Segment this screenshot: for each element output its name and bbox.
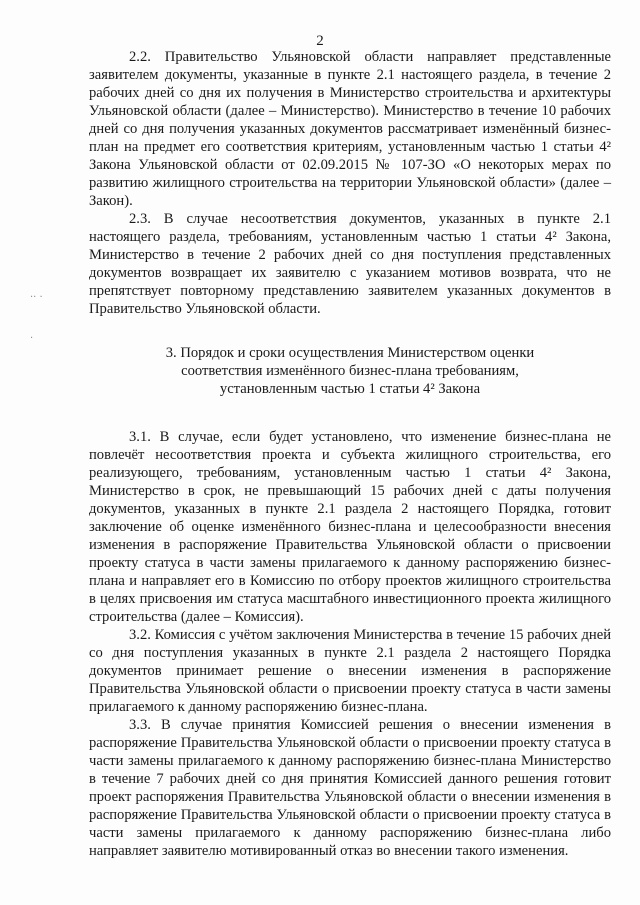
paragraph-3-3: 3.3. В случае принятия Комиссией решения о внесении изменения в распоряжение Правительства Ульяновской области о присвоении проекту статуса в части замены прилагаемого к данному распоряжению бизнес-плана Министерство в течение 7 рабочих дней со дня принятия Комиссией данного решения готовит проект распоряжения Правительства Ульяновской области о внесении изменения в распоряжение Правительства Ульяновской области о присвоении проекту статуса в части замены прилагаемого к данному распоряжению бизнес-плана либо направляет заявителю мотивированный отказ во внесении такого изменения. [89, 717, 611, 859]
scan-margin-mark: ·· · [30, 292, 43, 303]
section-3-title [89, 344, 611, 398]
section-title-line-1: 3. Порядок и сроки осуществления Министерством оценки [165, 345, 535, 361]
paragraph-2-2: 2.2. Правительство Ульяновской области направляет представленные заявителем документы, указанные в пункте 2.1 настоящего раздела, в течение 2 рабочих дней со дня их получения в Министерство строительства и архитектуры Ульяновской области (далее – Министерство). Министерство в течение 10 рабочих дней со дня получения указанных документов рассматривает изменённый бизнес-план на предмет его соответствия критериям, установленным частью 1 статьи 4² Закона Ульяновской области от 02.09.2015 № 107-ЗО «О некоторых мерах по развитию жилищного строительства на территории Ульяновской области» (далее – Закон). [89, 49, 611, 209]
document-body [89, 48, 611, 860]
page-number: 2 [316, 33, 324, 49]
paragraph-3-2: 3.2. Комиссия с учётом заключения Министерства в течение 15 рабочих дней со дня поступления указанных в пункте 2.1 раздела 2 настоящего Порядка документов принимает решение о внесении изменения в распоряжение Правительства Ульяновской области о присвоении проекту статуса в части замены прилагаемого к данному распоряжению бизнес-плана. [89, 627, 611, 715]
scan-margin-mark: . [30, 330, 34, 341]
paragraph-2-3: 2.3. В случае несоответствия документов, указанных в пункте 2.1 настоящего раздела, требованиям, установленным частью 1 статьи 4² Закона, Министерство в течение 2 рабочих дней со дня поступления представленных документов возвращает их заявителю с указанием мотивов возврата, что не препятствует повторному представлению заявителем указанных документов в Правительство Ульяновской области. [89, 211, 611, 317]
section-title-line-3: установленным частью 1 статьи 4² Закона [219, 381, 481, 397]
section-title-line-2: соответствия изменённого бизнес-плана требованиям, [181, 363, 519, 379]
paragraph-3-1: 3.1. В случае, если будет установлено, что изменение бизнес-плана не повлечёт несоответствия проекта и субъекта жилищного строительства, его реализующего, требованиям, установленным частью 1 статьи 4² Закона, Министерство в срок, не превышающий 15 рабочих дней с даты получения документов, указанных в пункте 2.1 раздела 2 настоящего Порядка, готовит заключение об оценке изменённого бизнес-плана и целесообразности внесения изменения в распоряжение Правительства Ульяновской области о присвоении проекту статуса в части замены прилагаемого к данному распоряжению бизнес-плана и направляет его в Комиссию по отбору проектов жилищного строительства в целях присвоения им статуса масштабного инвестиционного проекта жилищного строительства (далее – Комиссия). [89, 429, 611, 625]
